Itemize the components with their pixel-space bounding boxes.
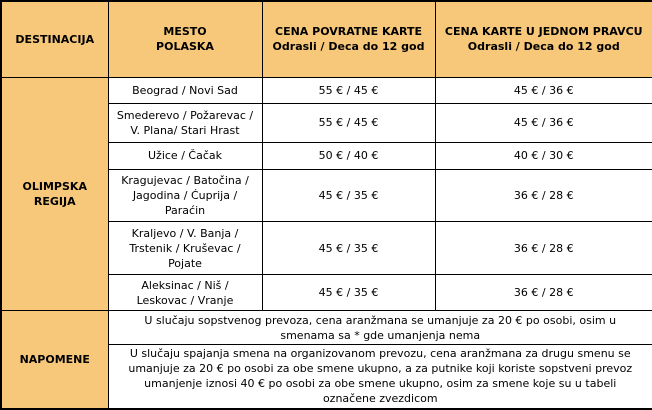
region-line1: OLIMPSKA [22, 180, 87, 194]
region-line2: REGIJA [33, 195, 76, 209]
notes-row [1, 311, 652, 344]
header-departure-line1: MESTO [163, 25, 207, 39]
return-price: 45 € / 35 € [262, 222, 435, 275]
header-oneway-price [435, 1, 652, 77]
header-oneway-line1: CENA KARTE U JEDNOM PRAVCU [444, 25, 643, 39]
notes-label: NAPOMENE [1, 311, 108, 409]
return-price: 50 € / 40 € [262, 142, 435, 169]
return-price: 55 € / 45 € [262, 77, 435, 103]
region-cell [1, 77, 108, 311]
return-price: 55 € / 45 € [262, 104, 435, 142]
departure-city: Smederevo / Požarevac / V. Plana/ Stari Hrast [108, 104, 262, 142]
oneway-price: 36 € / 28 € [435, 222, 652, 275]
header-return-price [262, 1, 435, 77]
header-destination: DESTINACIJA [1, 1, 108, 77]
header-return-line2: Odrasli / Deca do 12 god [272, 40, 425, 54]
departure-city: Aleksinac / Niš / Leskovac / Vranje [108, 274, 262, 310]
table-row [1, 77, 652, 103]
note-merged-shifts: U slučaju spajanja smena na organizovanom prevozu, cena aranžmana za drugu smenu se umanjuje za 20 € po osobi za obe smene ukupno, a za putnike koji koriste sopstveni prevoz umanjenje iznosi 40 € po osobi za obe smene ukupno, osim za smene koje su u tabeli označene zvezdicom [108, 344, 652, 409]
oneway-price: 36 € / 28 € [435, 274, 652, 310]
return-price: 45 € / 35 € [262, 274, 435, 310]
oneway-price: 36 € / 28 € [435, 169, 652, 222]
header-departure [108, 1, 262, 77]
header-oneway-line2: Odrasli / Deca do 12 god [467, 40, 620, 54]
header-departure-line2: POLASKA [156, 40, 214, 54]
departure-city: Kraljevo / V. Banja / Trstenik / Kruševac / Pojate [108, 222, 262, 275]
departure-city: Kragujevac / Batočina / Jagodina / Ćuprija / Paraćin [108, 169, 262, 222]
header-row [1, 1, 652, 77]
departure-city: Užice / Čačak [108, 142, 262, 169]
departure-city: Beograd / Novi Sad [108, 77, 262, 103]
header-return-line1: CENA POVRATNE KARTE [275, 25, 422, 39]
return-price: 45 € / 35 € [262, 169, 435, 222]
note-own-transport: U slučaju sopstvenog prevoza, cena aranžmana se umanjuje za 20 € po osobi, osim u smenama sa * gde umanjenja nema [108, 311, 652, 344]
oneway-price: 40 € / 30 € [435, 142, 652, 169]
oneway-price: 45 € / 36 € [435, 77, 652, 103]
oneway-price: 45 € / 36 € [435, 104, 652, 142]
